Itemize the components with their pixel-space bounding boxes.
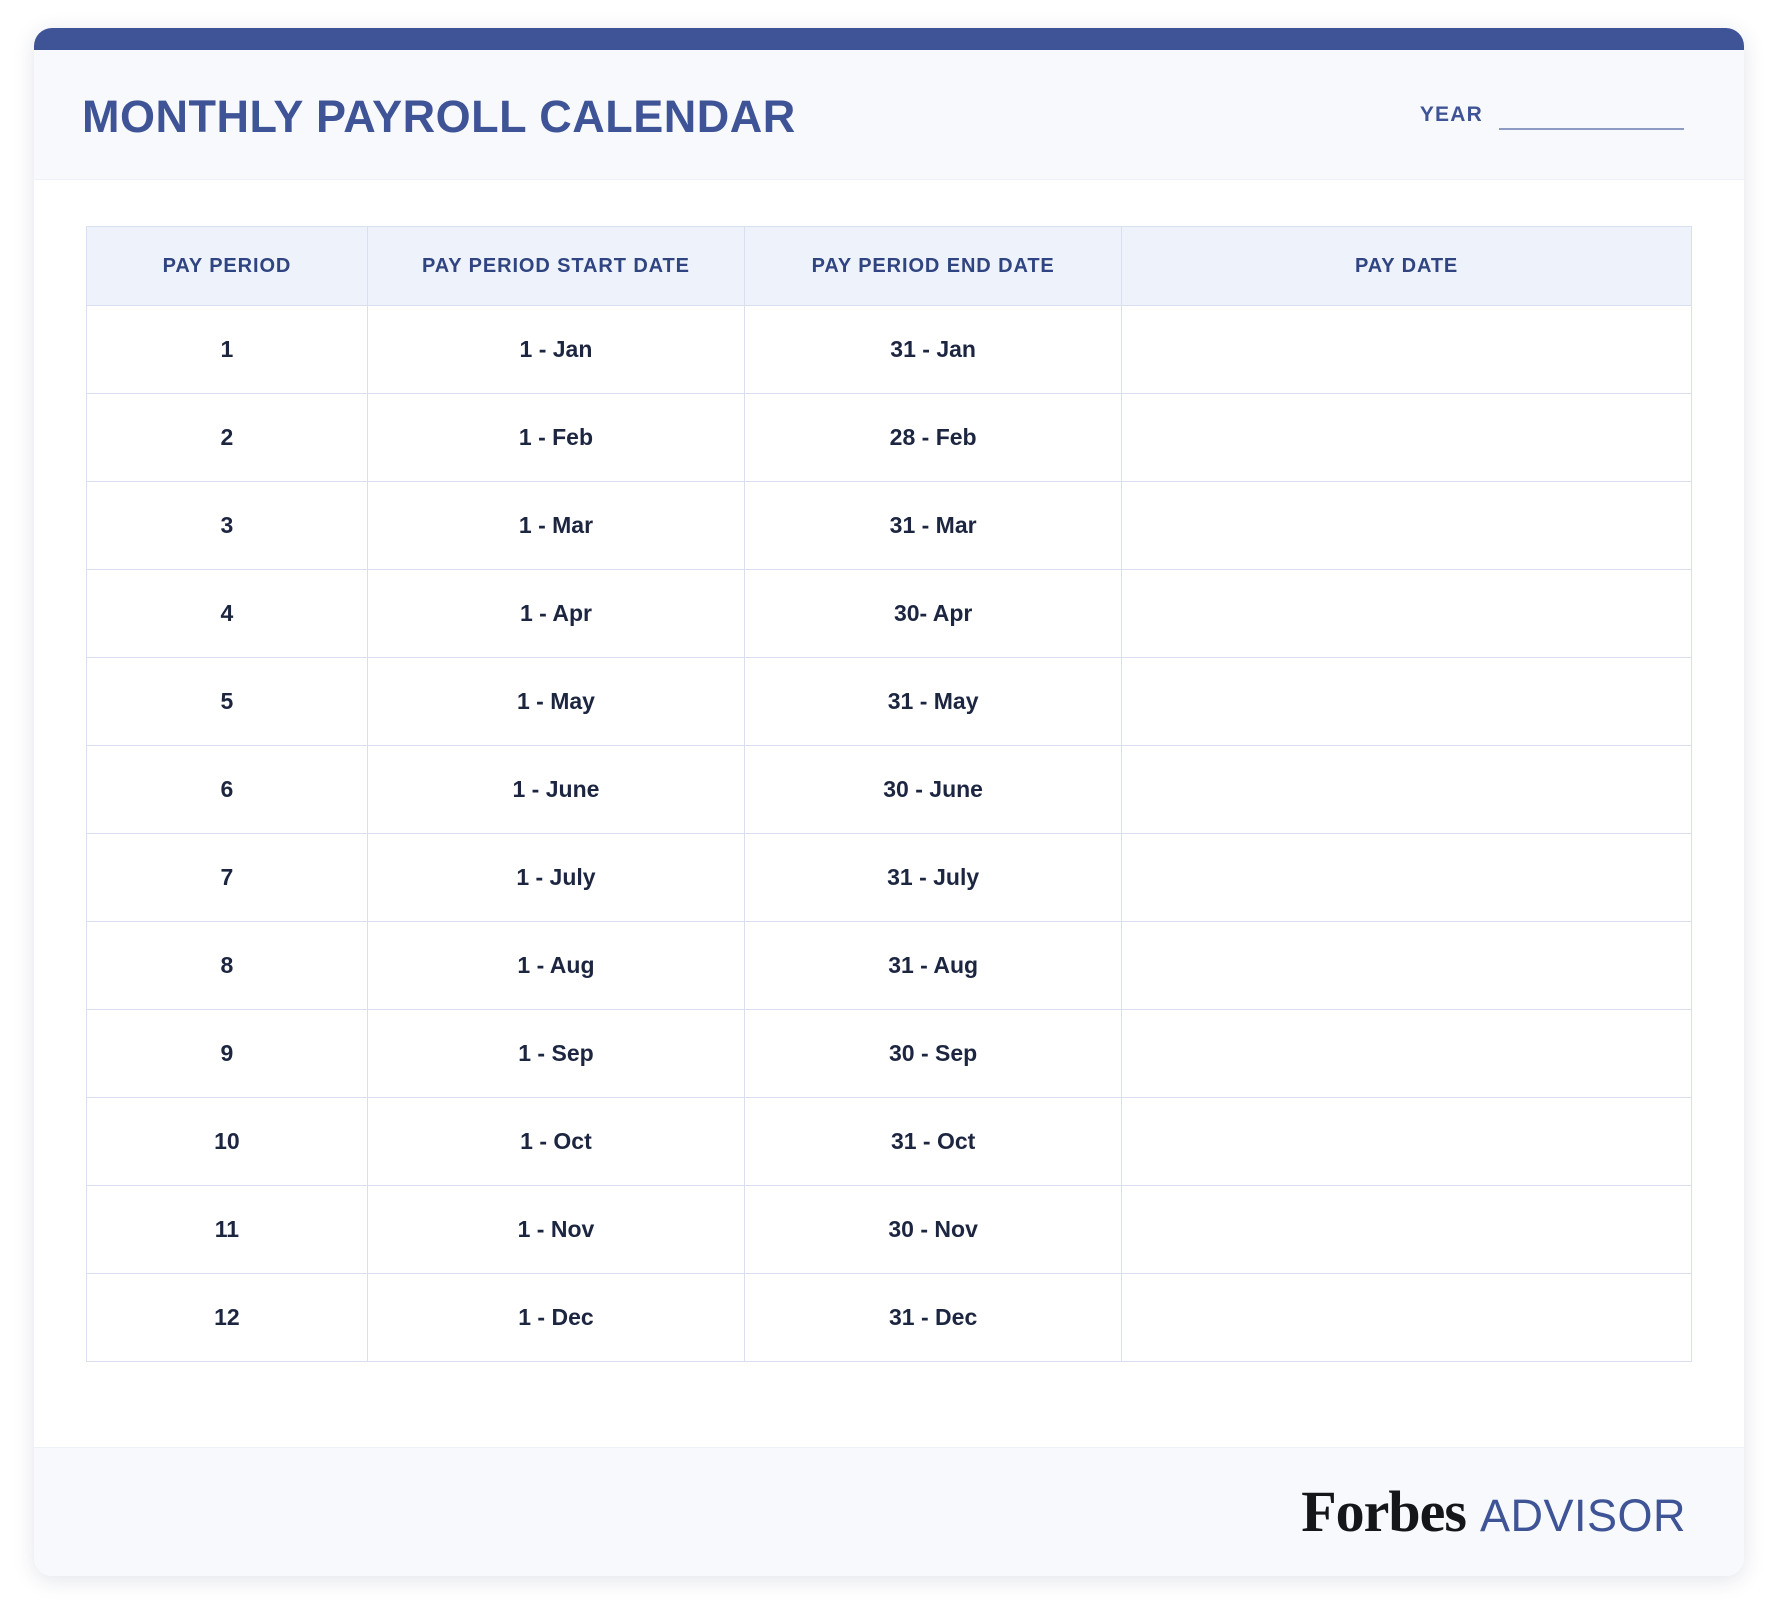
table-body [87,306,1692,1362]
table-row [87,1010,1692,1098]
forbes-advisor-logo [1301,1479,1686,1544]
cell-start-date: 1 - May [367,658,744,746]
cell-pay-period: 1 [87,306,368,394]
cell-start-date: 1 - Apr [367,570,744,658]
year-label: YEAR [1419,103,1483,126]
cell-end-date: 30 - June [745,746,1122,834]
table-row [87,1186,1692,1274]
cell-pay-period: 2 [87,394,368,482]
cell-pay-date[interactable] [1122,834,1692,922]
column-header-pay-date: PAY DATE [1122,227,1692,306]
cell-start-date: 1 - June [367,746,744,834]
document-header [34,50,1744,180]
brand-name-forbes: Forbes [1301,1479,1466,1544]
table-row [87,658,1692,746]
cell-pay-period: 5 [87,658,368,746]
column-header-pay-period: PAY PERIOD [87,227,368,306]
cell-pay-date[interactable] [1122,658,1692,746]
column-header-start-date: PAY PERIOD START DATE [367,227,744,306]
cell-pay-date[interactable] [1122,1010,1692,1098]
table-row [87,1274,1692,1362]
cell-pay-date[interactable] [1122,1098,1692,1186]
cell-start-date: 1 - July [367,834,744,922]
table-row [87,394,1692,482]
cell-start-date: 1 - Mar [367,482,744,570]
year-field-group [1420,103,1696,130]
cell-pay-date[interactable] [1122,922,1692,1010]
cell-pay-date[interactable] [1122,1186,1692,1274]
cell-end-date: 30- Apr [745,570,1122,658]
cell-start-date: 1 - Sep [367,1010,744,1098]
top-accent-bar [34,28,1744,50]
table-row [87,1098,1692,1186]
cell-pay-period: 3 [87,482,368,570]
cell-end-date: 31 - July [745,834,1122,922]
brand-name-advisor: ADVISOR [1479,1490,1686,1541]
cell-end-date: 30 - Sep [745,1010,1122,1098]
calendar-sheet [34,28,1744,1576]
cell-end-date: 31 - Dec [745,1274,1122,1362]
cell-pay-period: 8 [87,922,368,1010]
cell-pay-period: 7 [87,834,368,922]
cell-start-date: 1 - Feb [367,394,744,482]
cell-end-date: 31 - Jan [745,306,1122,394]
table-header-row [87,227,1692,306]
year-input-line[interactable] [1499,128,1684,130]
page-title: MONTHLY PAYROLL CALENDAR [82,91,796,142]
cell-pay-period: 4 [87,570,368,658]
cell-pay-period: 12 [87,1274,368,1362]
cell-start-date: 1 - Jan [367,306,744,394]
cell-end-date: 31 - Mar [745,482,1122,570]
column-header-end-date: PAY PERIOD END DATE [745,227,1122,306]
cell-pay-date[interactable] [1122,482,1692,570]
table-row [87,746,1692,834]
cell-end-date: 31 - May [745,658,1122,746]
cell-pay-period: 6 [87,746,368,834]
table-row [87,570,1692,658]
payroll-table [86,226,1692,1362]
cell-start-date: 1 - Dec [367,1274,744,1362]
cell-start-date: 1 - Oct [367,1098,744,1186]
table-row [87,306,1692,394]
cell-pay-date[interactable] [1122,570,1692,658]
cell-pay-date[interactable] [1122,306,1692,394]
cell-pay-period: 9 [87,1010,368,1098]
document-body [34,180,1744,1447]
cell-pay-date[interactable] [1122,1274,1692,1362]
cell-pay-period: 10 [87,1098,368,1186]
cell-start-date: 1 - Nov [367,1186,744,1274]
table-row [87,922,1692,1010]
cell-end-date: 31 - Oct [745,1098,1122,1186]
document-footer [34,1447,1744,1576]
cell-start-date: 1 - Aug [367,922,744,1010]
table-row [87,482,1692,570]
table-row [87,834,1692,922]
cell-pay-date[interactable] [1122,394,1692,482]
cell-pay-date[interactable] [1122,746,1692,834]
cell-end-date: 28 - Feb [745,394,1122,482]
cell-end-date: 31 - Aug [745,922,1122,1010]
cell-end-date: 30 - Nov [745,1186,1122,1274]
cell-pay-period: 11 [87,1186,368,1274]
